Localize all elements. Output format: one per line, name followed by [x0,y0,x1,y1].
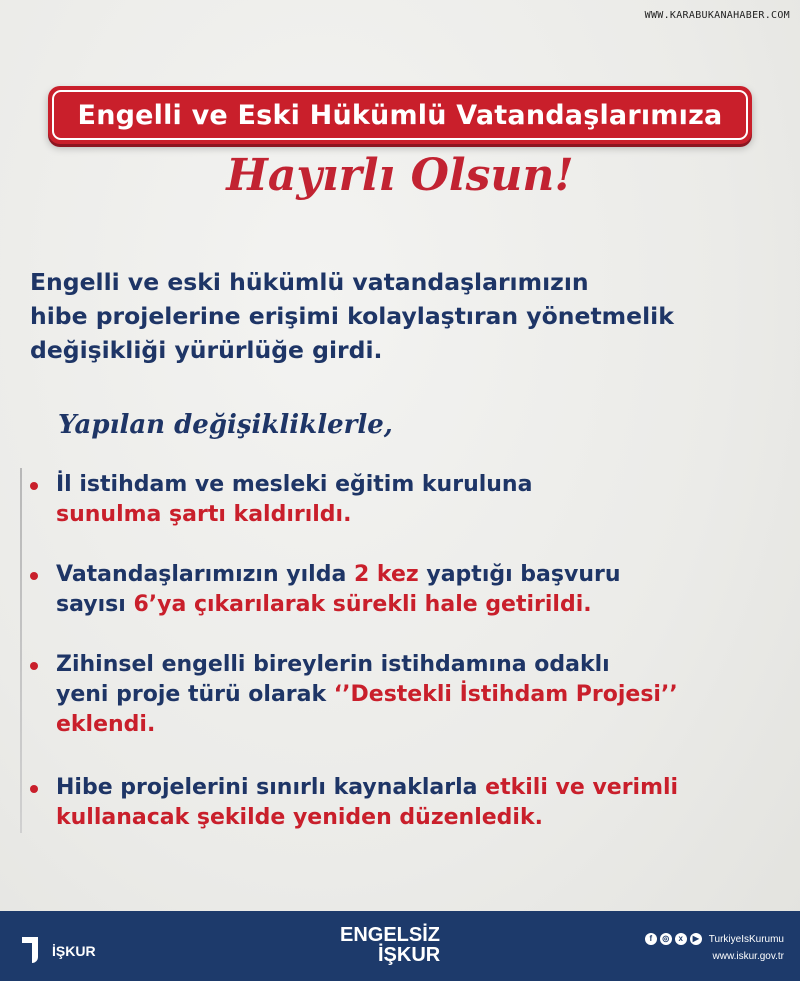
watermark: WWW.KARABUKANAHABER.COM [644,10,790,21]
social-info [645,933,784,962]
script-title: Hayırlı Olsun! [226,150,574,201]
social-handle[interactable]: TurkiyeIsKurumu [708,933,784,945]
bullet-text: Zihinsel engelli bireylerin istihdamına odaklı [56,652,610,677]
bullet-text: yeni proje türü olarak [56,682,334,707]
facebook-icon[interactable]: f [645,933,657,945]
instagram-icon[interactable]: ◎ [660,933,672,945]
iskur-logo[interactable] [18,927,96,965]
center-logo-line2: İŞKUR [378,944,441,966]
bullet-highlight: sunulma şartı kaldırıldı. [56,502,352,527]
social-links [645,933,784,945]
center-logo-line1: ENGELSİZ [340,924,441,946]
x-icon[interactable]: x [675,933,687,945]
bullet-highlight: kullanacak şekilde yeniden düzenledik. [56,805,543,830]
bullet-highlight: ‘’Destekli İstihdam Projesi’’ [333,682,678,707]
footer-bar [0,911,800,981]
bullet-text: İl istihdam ve mesleki eğitim kuruluna [56,472,533,497]
intro-line: hibe projelerine erişimi kolaylaştıran yönetmelik [30,302,674,330]
bullet-highlight: 2 kez [353,562,419,587]
bullet-dot [30,785,38,793]
bullet-text: Vatandaşlarımızın yılda [56,562,354,587]
iskur-logo-text: İŞKUR [52,943,96,959]
bullet-text: yaptığı başvuru [418,562,621,587]
bullet-highlight: etkili ve verimli [485,775,679,800]
youtube-icon[interactable]: ▶ [690,933,702,945]
bullet-dot [30,572,38,580]
bullet-text: Hibe projelerini sınırlı kaynaklarla [56,775,486,800]
bullet-text: sayısı [56,592,134,617]
banner-title: Engelli ve Eski Hükümlü Vatandaşlarımıza [77,99,723,131]
website-link[interactable]: www.iskur.gov.tr [712,951,784,962]
title-banner [48,86,752,144]
bullet-highlight: 6’ya çıkarılarak sürekli hale getirildi. [133,592,592,617]
intro-text [30,265,780,367]
bullet-dot [30,662,38,670]
decorative-divider [20,468,22,833]
sub-heading: Yapılan değişikliklerle, [58,410,393,440]
intro-line: değişikliği yürürlüğe girdi. [30,336,383,364]
iskur-logo-icon [18,927,48,965]
intro-line: Engelli ve eski hükümlü vatandaşlarımızın [30,268,589,296]
list-item [30,650,770,740]
bullet-highlight: eklendi. [56,712,156,737]
list-item [30,470,770,530]
engelsiz-iskur-logo [340,925,440,965]
bullet-dot [30,482,38,490]
list-item [30,560,770,620]
list-item [30,773,770,833]
